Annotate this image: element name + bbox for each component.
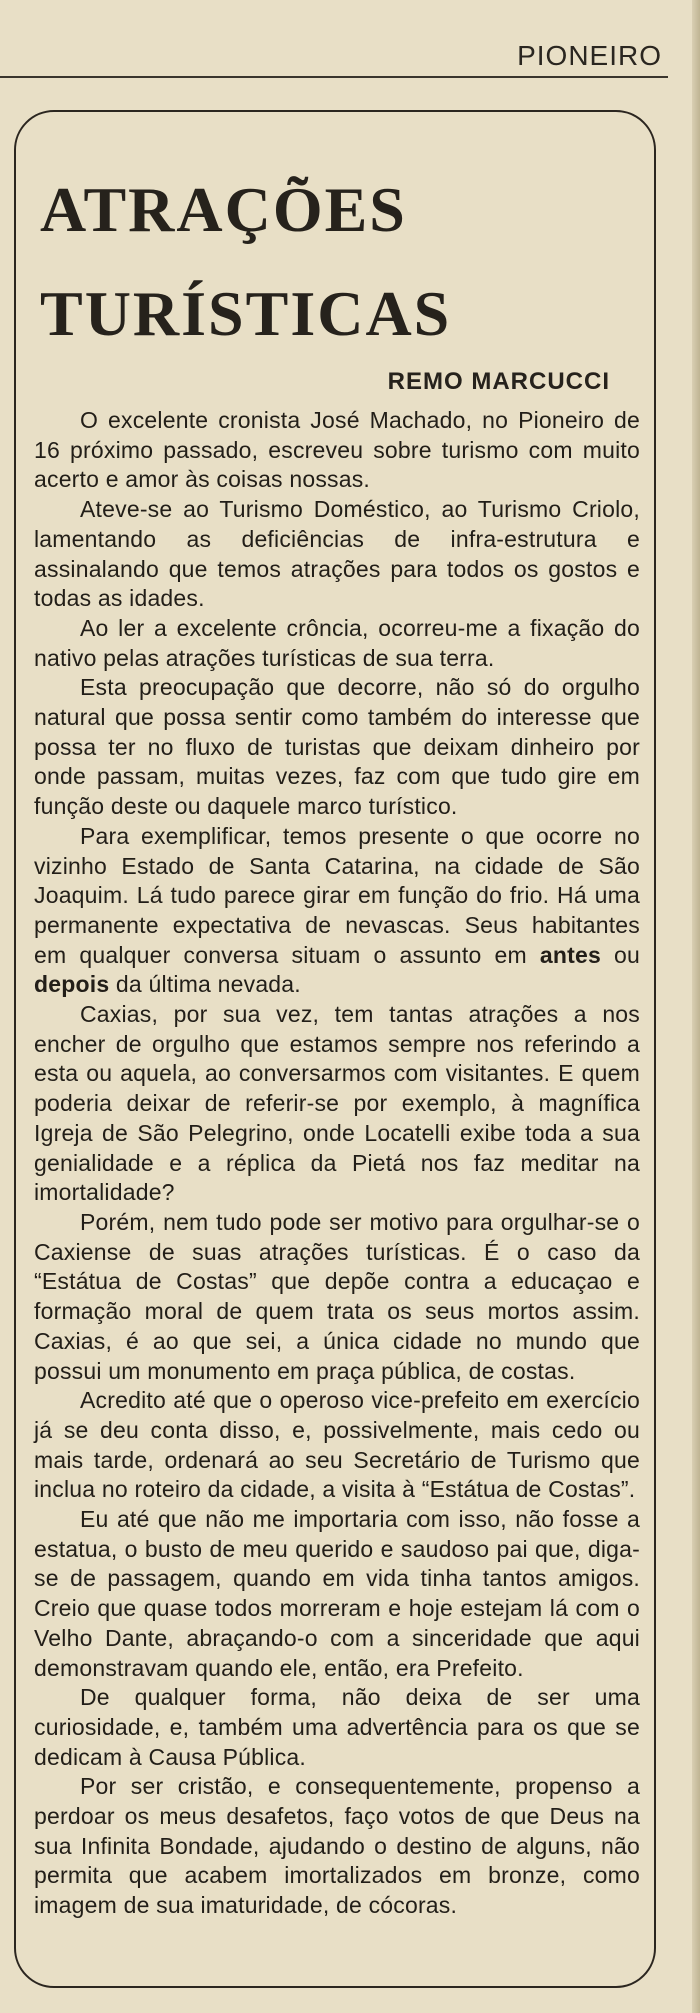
paragraph: Ateve-se ao Turismo Doméstico, ao Turismo Criolo, lamentando as deficiências de infra-estrutura e assinalando que temos atrações para todos os gostos e todas as idades.	[34, 496, 640, 612]
emphasis-antes: antes	[539, 941, 601, 968]
paragraph-text: Para exemplificar, temos presente o que ocorre no vizinho Estado de Santa Catarina, na cidade de São Joaquim. Lá tudo parece girar em função do frio. Há uma permanente expectativa de nevascas. Seus habitantes em qualquer conversa situam o assunto em	[34, 822, 640, 968]
paragraph: Ao ler a excelente crôncia, ocorreu-me a fixação do nativo pelas atrações turísticas de sua terra.	[34, 614, 640, 671]
page-edge	[692, 0, 700, 2013]
headline-line-2: TURÍSTICAS	[40, 278, 452, 349]
paragraph: Caxias, por sua vez, tem tantas atrações a nos encher de orgulho que estamos sempre nos referindo a esta ou aquela, ao conversarmos com visitantes. E quem poderia deixar de referir-se por exemplo, à magnífica Igreja de São Pelegrino, onde Locatelli exibe toda a sua genialidade e a réplica da Pietá nos faz meditar na imortalidade?	[34, 1001, 640, 1206]
newspaper-name: PIONEIRO	[517, 40, 662, 71]
headline-line-1: ATRAÇÕES	[40, 174, 407, 245]
header-rule	[0, 76, 668, 78]
paragraph: Esta preocupação que decorre, não só do orgulho natural que possa sentir como também do interesse que possa ter no fluxo de turistas que deixam dinheiro por onde passam, muitas vezes, faz com que tudo gire em função deste ou daquele marco turístico.	[34, 674, 640, 820]
paragraph-text: ou	[600, 941, 641, 968]
paragraph: Porém, nem tudo pode ser motivo para orgulhar-se o Caxiense de suas atrações turísticas. É o caso da “Estátua de Costas” que depõe contra a educaçao e formação moral de quem trata os seus mortos assim. Caxias, é ao que sei, a única cidade no mundo que possui um monumento em praça pública, de costas.	[34, 1208, 640, 1384]
paragraph: Por ser cristão, e consequentemente, propenso a perdoar os meus desafetos, faço votos de que Deus na sua Infinita Bondade, ajudando o destino de alguns, não permita que acabem imortalizados em bronze, como imagem de sua imaturidade, de cócoras.	[34, 1773, 640, 1919]
paragraph: Acredito até que o operoso vice-prefeito em exercício já se deu conta disso, e, possivelmente, mais cedo ou mais tarde, ordenará ao seu Secretário de Turismo que inclua no roteiro da cidade, a visita à “Estátua de Costas”.	[34, 1387, 640, 1503]
article-headline	[40, 158, 600, 366]
paragraph-with-emphasis	[34, 822, 640, 1000]
paragraph: O excelente cronista José Machado, no Pioneiro de 16 próximo passado, escreveu sobre turismo com muito acerto e amor às coisas nossas.	[34, 407, 640, 493]
article-byline: REMO MARCUCCI	[387, 368, 610, 395]
paragraph: De qualquer forma, não deixa de ser uma curiosidade, e, também uma advertência para os que se dedicam à Causa Pública.	[34, 1684, 640, 1770]
article-body	[34, 406, 640, 1921]
page-header	[0, 0, 700, 76]
paragraph: Eu até que não me importaria com isso, não fosse a estatua, o busto de meu querido e saudoso pai que, diga-se de passagem, quando em vida tinha tantos amigos. Creio que quase todos morreram e hoje estejam lá com o Velho Dante, abraçando-o com a sinceridade que aqui demonstravam quando ele, então, era Prefeito.	[34, 1506, 640, 1681]
paragraph-text: da última nevada.	[109, 971, 301, 998]
emphasis-depois: depois	[34, 971, 110, 998]
